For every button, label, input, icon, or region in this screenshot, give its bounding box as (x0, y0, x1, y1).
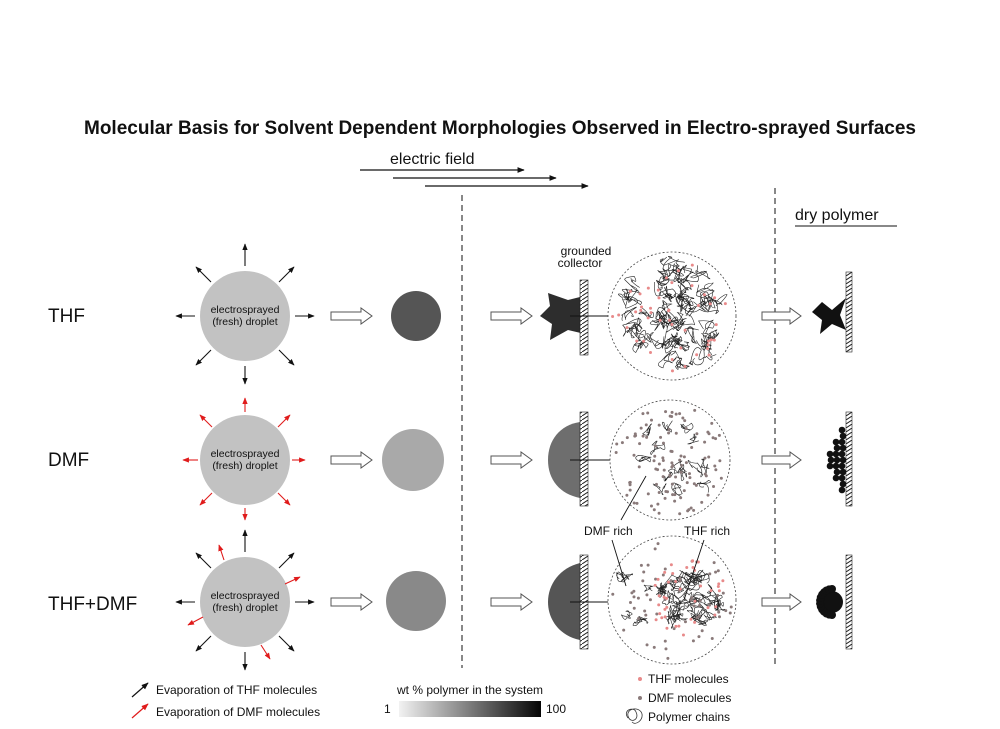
dmf-molecule (678, 580, 681, 583)
dmf-molecule (720, 477, 723, 480)
polymer-particle (839, 487, 846, 494)
thf-molecule (697, 304, 700, 307)
polymer-particle (833, 463, 840, 470)
thf-molecule (715, 323, 718, 326)
shrunk-droplet-thf-dmf (386, 571, 446, 631)
thf-molecule (690, 284, 693, 287)
row-label-dmf: DMF (48, 450, 90, 471)
thf-molecule (713, 339, 716, 342)
dmf-molecule (667, 432, 670, 435)
thf-molecule (667, 581, 670, 584)
thf-molecule (629, 290, 632, 293)
thf-molecule (710, 338, 713, 341)
dmf-molecule (708, 604, 711, 607)
thf-molecule (709, 302, 712, 305)
thf-molecule (635, 340, 638, 343)
thf-molecule (683, 365, 686, 368)
thf-molecule (684, 329, 687, 332)
thf-molecule (707, 343, 710, 346)
polymer-particle (828, 457, 835, 464)
dmf-molecule (633, 595, 636, 598)
dmf-molecule (705, 474, 708, 477)
thf-molecule (693, 600, 696, 603)
thf-molecule (677, 625, 680, 628)
dmf-molecule (683, 419, 686, 422)
dmf-molecule (633, 454, 636, 457)
dmf-molecule (683, 489, 686, 492)
thf-molecule (677, 269, 680, 272)
dmf-molecule (714, 468, 717, 471)
dmf-molecule (711, 637, 714, 640)
dmf-molecule (652, 459, 655, 462)
thf-molecule (707, 340, 710, 343)
dmf-molecule (713, 464, 716, 467)
thf-molecule (657, 296, 660, 299)
dmf-molecule (730, 606, 733, 609)
dmf-molecule (695, 616, 698, 619)
polymer-particle (834, 469, 841, 476)
dmf-molecule (664, 640, 667, 643)
polymer-gradient-scale (384, 683, 566, 717)
thf-molecule (657, 603, 660, 606)
dmf-molecule (642, 435, 645, 438)
gradient-title: wt % polymer in the system (397, 683, 544, 697)
dmf-molecule (645, 423, 648, 426)
thf-molecule (679, 587, 682, 590)
dmf-molecule (692, 639, 695, 642)
thf-molecule (639, 292, 642, 295)
dmf-molecule (673, 500, 676, 503)
dmf-molecule (662, 459, 665, 462)
dmf-molecule (655, 483, 658, 486)
dmf-molecule (706, 431, 709, 434)
thf-molecule (667, 309, 670, 312)
dmf-molecule (664, 410, 667, 413)
shrunk-droplet-dmf (382, 429, 444, 491)
polymer-blob-bump (828, 585, 836, 593)
dmf-molecule (659, 436, 662, 439)
dmf-molecule (678, 577, 681, 580)
thf-molecule (658, 612, 661, 615)
legend-polymer-chains (626, 709, 730, 724)
dmf-molecule (653, 455, 656, 458)
legend-dmf-evaporation-text: Evaporation of DMF molecules (156, 705, 321, 719)
dmf-molecule (663, 469, 666, 472)
dmf-molecule (713, 561, 716, 564)
thf-molecule (693, 621, 696, 624)
legend-thf-evaporation (132, 683, 317, 697)
droplet-label-line1: electrosprayed (210, 304, 280, 316)
thf-molecule (640, 305, 643, 308)
dmf-molecule (658, 491, 661, 494)
dmf-molecule (638, 465, 641, 468)
dmf-molecule (664, 567, 667, 570)
thf-molecule (665, 606, 668, 609)
thf-molecule (665, 627, 668, 630)
dmf-molecule (654, 445, 657, 448)
polymer-particle (840, 457, 847, 464)
dmf-molecule (693, 604, 696, 607)
diagram-title: Molecular Basis for Solvent Dependent Morphologies Observed in Electro-sprayed Surfaces (84, 118, 916, 139)
droplet-label-line2: (fresh) droplet (212, 316, 278, 328)
dry-polymer-thf-dmf (816, 555, 852, 649)
dmf-molecule (633, 502, 636, 505)
thf-molecule (647, 316, 650, 319)
dmf-molecule (703, 457, 706, 460)
dmf-molecule (645, 436, 648, 439)
thf-molecule (654, 584, 657, 587)
thf-molecule (655, 618, 658, 621)
dmf-molecule (722, 592, 725, 595)
thf-molecule (617, 314, 620, 317)
dmf-molecule (640, 564, 643, 567)
dmf-molecule (643, 610, 646, 613)
thf-molecule (674, 580, 677, 583)
thf-molecule (689, 618, 692, 621)
dmf-molecule (669, 415, 672, 418)
dmf-molecule (661, 456, 664, 459)
dmf-molecule (641, 579, 644, 582)
dmf-molecule (654, 547, 657, 550)
dmf-molecule (714, 571, 717, 574)
thf-molecule (710, 589, 713, 592)
polymer-particle (839, 475, 846, 482)
thf-molecule (658, 594, 661, 597)
dmf-molecule (666, 490, 669, 493)
dmf-molecule (653, 508, 656, 511)
dmf-molecule (699, 599, 702, 602)
polymer-particle (833, 439, 840, 446)
dmf-molecule (701, 629, 704, 632)
collector-thf-dmf (548, 555, 610, 649)
dmf-molecule (634, 432, 637, 435)
thf-molecule (685, 566, 688, 569)
dmf-molecule (690, 596, 693, 599)
dmf-molecule (688, 472, 691, 475)
dmf-molecule (662, 573, 665, 576)
electric-field-arrows (360, 170, 588, 186)
dmf-molecule (698, 615, 701, 618)
fresh-droplet-dmf (200, 415, 290, 505)
collector-dmf (548, 412, 610, 506)
thf-molecule (663, 596, 666, 599)
polymer-particle (839, 439, 846, 446)
thf-molecule (659, 319, 662, 322)
electric-field-label: electric field (390, 151, 475, 168)
collector-label-line1: grounded (560, 244, 612, 258)
legend-thf-molecules (638, 672, 729, 686)
dmf-molecule (640, 427, 643, 430)
dmf-molecule (685, 461, 688, 464)
thf-molecule (713, 614, 716, 617)
dmf-molecule (628, 481, 631, 484)
thf-molecule (668, 319, 671, 322)
thf-molecule (713, 296, 716, 299)
dmf-molecule (688, 476, 691, 479)
polymer-particle (840, 481, 847, 488)
dmf-molecule (630, 591, 633, 594)
dmf-molecule (621, 441, 624, 444)
dmf-molecule (629, 489, 632, 492)
dmf-molecule (633, 607, 636, 610)
polymer-particle (833, 451, 840, 458)
dry-polymer-dmf (827, 412, 852, 506)
dmf-molecule (646, 411, 649, 414)
polymer-particle (827, 463, 834, 470)
droplet-label-line1: electrosprayed (210, 448, 280, 460)
dmf-molecule (712, 485, 715, 488)
thf-molecule (699, 585, 702, 588)
dmf-molecule (718, 615, 721, 618)
dmf-molecule (653, 646, 656, 649)
thf-molecule (671, 358, 674, 361)
dmf-molecule (657, 542, 660, 545)
dmf-molecule (703, 441, 706, 444)
dmf-molecule (658, 512, 661, 515)
dmf-molecule (666, 657, 669, 660)
dmf-molecule (638, 442, 641, 445)
thf-molecule (695, 353, 698, 356)
thf-molecule (670, 281, 673, 284)
dmf-molecule (717, 569, 720, 572)
gradient-min-label: 1 (384, 702, 391, 716)
thf-molecule (649, 351, 652, 354)
polymer-particle (840, 433, 847, 440)
dmf-molecule (678, 459, 681, 462)
legend-thf-evaporation-text: Evaporation of THF molecules (156, 683, 318, 697)
dmf-molecule (679, 496, 682, 499)
dmf-molecule (626, 436, 629, 439)
thf-molecule (647, 287, 650, 290)
dmf-molecule (656, 468, 659, 471)
dmf-molecule (644, 614, 647, 617)
dmf-rich-label: DMF rich (584, 524, 633, 538)
zoom-circle-thf (608, 252, 736, 380)
dmf-molecule (668, 475, 671, 478)
dmf-molecule (690, 507, 693, 510)
dmf-molecule (697, 635, 700, 638)
thf-molecule (660, 616, 663, 619)
dry-polymer-thf (812, 272, 852, 352)
thf-molecule (691, 560, 694, 563)
thf-molecule (707, 606, 710, 609)
row-label-thf-dmf: THF+DMF (48, 594, 138, 615)
thf-molecule (657, 289, 660, 292)
dmf-molecule (680, 471, 683, 474)
dmf-molecule (716, 594, 719, 597)
thf-molecule (650, 311, 653, 314)
thf-molecule (718, 589, 721, 592)
zoom-circle-thf-dmf (608, 536, 736, 664)
dmf-molecule (693, 409, 696, 412)
thf-molecule (703, 293, 706, 296)
dmf-molecule (680, 464, 683, 467)
dmf-molecule (662, 475, 665, 478)
dmf-molecule (662, 442, 665, 445)
thf-molecule (717, 582, 720, 585)
dmf-molecule (707, 455, 710, 458)
dmf-molecule (625, 494, 628, 497)
dmf-molecule (670, 461, 673, 464)
thf-molecule (639, 309, 642, 312)
dmf-molecule (641, 412, 644, 415)
droplet-label-line2: (fresh) droplet (212, 602, 278, 614)
polymer-particle (834, 457, 841, 464)
dmf-molecule (664, 647, 667, 650)
dmf-molecule (700, 501, 703, 504)
dmf-molecule (717, 611, 720, 614)
thf-molecule (717, 585, 720, 588)
thf-molecule (671, 572, 674, 575)
collector-thf (540, 280, 610, 355)
fresh-droplet-thf-dmf (200, 557, 290, 647)
dmf-molecule (658, 424, 661, 427)
dmf-molecule (642, 571, 645, 574)
dmf-molecule (675, 413, 678, 416)
dmf-molecule (649, 598, 652, 601)
dmf-molecule (671, 493, 674, 496)
thf-molecule (657, 578, 660, 581)
dmf-molecule (647, 492, 650, 495)
dmf-molecule (637, 617, 640, 620)
thf-rich-label: THF rich (684, 524, 730, 538)
dmf-molecule (636, 502, 639, 505)
thf-molecule (674, 625, 677, 628)
dmf-molecule (611, 593, 614, 596)
dmf-molecule (718, 434, 721, 437)
dmf-molecule (615, 451, 618, 454)
droplet-label-line2: (fresh) droplet (212, 460, 278, 472)
dmf-molecule (645, 593, 648, 596)
polymer-particle (839, 451, 846, 458)
dmf-molecule (718, 459, 721, 462)
dmf-molecule (683, 455, 686, 458)
dmf-molecule (678, 512, 681, 515)
dmf-molecule (729, 612, 732, 615)
thf-molecule (642, 340, 645, 343)
dmf-molecule (658, 462, 661, 465)
collector-label-line2: collector (557, 256, 603, 270)
legend-thf-molecules-text: THF molecules (648, 672, 729, 686)
thf-molecule (665, 276, 668, 279)
dry-polymer-label: dry polymer (795, 207, 879, 224)
dmf-molecule (710, 422, 713, 425)
dmf-molecule (650, 505, 653, 508)
dmf-molecule (671, 483, 674, 486)
dmf-molecule (615, 442, 618, 445)
dmf-molecule (664, 497, 667, 500)
gradient-bar (399, 701, 541, 717)
legend-polymer-chains-text: Polymer chains (648, 710, 731, 724)
dmf-molecule (695, 432, 698, 435)
dmf-molecule (675, 432, 678, 435)
dmf-molecule (667, 428, 670, 431)
legend-dmf-molecules-text: DMF molecules (648, 691, 732, 705)
dmf-molecule (622, 629, 625, 632)
dmf-molecule (686, 481, 689, 484)
dmf-molecule (629, 601, 632, 604)
dmf-molecule (698, 604, 701, 607)
polymer-particle (827, 451, 834, 458)
shrunk-droplet-thf (391, 291, 441, 341)
legend-dmf-molecules (638, 691, 731, 705)
polymer-particle (840, 469, 847, 476)
thf-molecule (671, 369, 674, 372)
thf-molecule (649, 307, 652, 310)
thf-molecule (706, 347, 709, 350)
thf-molecule (625, 326, 628, 329)
dmf-molecule (656, 503, 659, 506)
polymer-particle (839, 463, 846, 470)
dmf-molecule (690, 446, 693, 449)
dmf-molecule (692, 509, 695, 512)
thf-molecule (670, 323, 673, 326)
dmf-molecule (670, 465, 673, 468)
dmf-molecule (724, 609, 727, 612)
dmf-molecule (646, 643, 649, 646)
dmf-molecule (637, 597, 640, 600)
thf-molecule (724, 302, 727, 305)
thf-molecule (664, 615, 667, 618)
dmf-molecule (681, 417, 684, 420)
thf-molecule (714, 605, 717, 608)
thf-molecule (663, 571, 666, 574)
dmf-molecule (655, 612, 658, 615)
polymer-particle (834, 445, 841, 452)
dmf-molecule (685, 427, 688, 430)
thf-molecule (721, 579, 724, 582)
legend-dmf-evaporation (132, 704, 320, 719)
row-label-thf: THF (48, 306, 85, 327)
gradient-max-label: 100 (546, 702, 567, 716)
dmf-molecule (708, 572, 711, 575)
thf-molecule (611, 315, 614, 318)
thf-molecule (670, 563, 673, 566)
polymer-particle (833, 475, 840, 482)
dmf-molecule (671, 411, 674, 414)
dmf-molecule (647, 564, 650, 567)
dmf-molecule (695, 484, 698, 487)
thf-molecule (682, 634, 685, 637)
thf-molecule (708, 354, 711, 357)
polymer-particle (839, 427, 846, 434)
dmf-molecule (714, 437, 717, 440)
thf-molecule (634, 310, 637, 313)
dmf-molecule (680, 455, 683, 458)
zoom-circle-dmf (610, 400, 730, 520)
dmf-molecule (684, 620, 687, 623)
thf-molecule (679, 347, 682, 350)
dmf-molecule (674, 475, 677, 478)
droplet-label-line1: electrosprayed (210, 590, 280, 602)
dmf-molecule (707, 494, 710, 497)
thf-molecule (691, 264, 694, 267)
dmf-molecule (671, 450, 674, 453)
fresh-droplet-thf (200, 271, 290, 361)
polymer-particle (840, 445, 847, 452)
dmf-molecule (678, 412, 681, 415)
dmf-molecule (650, 419, 653, 422)
